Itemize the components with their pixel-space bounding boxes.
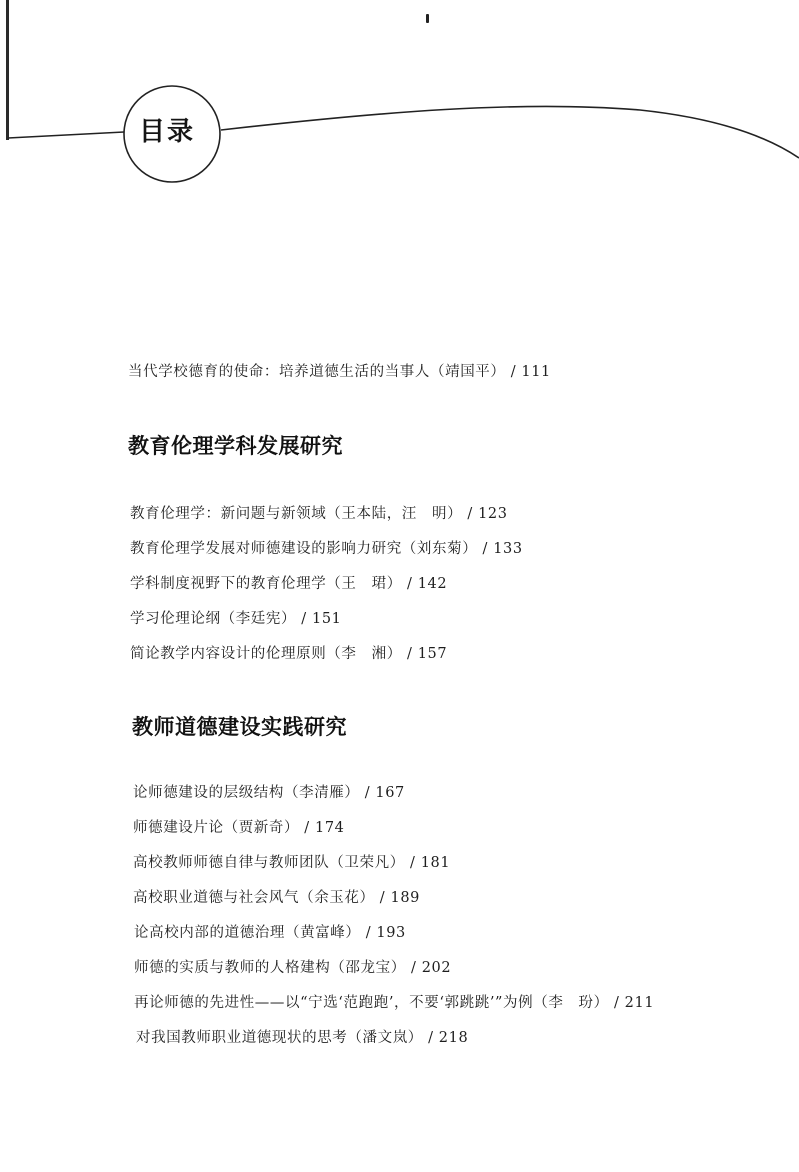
toc-entry: 师德的实质与教师的人格建构（邵龙宝） / 202 [134, 960, 452, 976]
toc-entry: 对我国教师职业道德现状的思考（潘文岚） / 218 [136, 1030, 469, 1046]
section-heading: 教师道德建设实践研究 [132, 715, 347, 739]
toc-entry: 论高校内部的道德治理（黄富峰） / 193 [134, 925, 406, 941]
toc-entry: 简论教学内容设计的伦理原则（李 湘） / 157 [130, 646, 448, 662]
page-title: 目录 [138, 117, 195, 147]
toc-entry: 学科制度视野下的教育伦理学（王 珺） / 142 [130, 576, 448, 592]
toc-entry: 高校职业道德与社会风气（余玉花） / 189 [133, 890, 420, 906]
toc-entry: 论师德建设的层级结构（李清雁） / 167 [133, 785, 405, 801]
toc-entry: 教育伦理学发展对师德建设的影响力研究（刘东菊） / 133 [130, 541, 523, 557]
toc-entry: 学习伦理论纲（李廷宪） / 151 [130, 611, 342, 627]
toc-entry: 高校教师师德自律与教师团队（卫荣凡） / 181 [133, 855, 451, 871]
toc-entry: 再论师德的先进性——以“宁选‘范跑跑’，不要‘郭跳跳’”为例（李 玢） / 211 [134, 995, 655, 1011]
header-decoration [0, 0, 799, 200]
toc-entry: 教育伦理学：新问题与新领域（王本陆，汪 明） / 123 [130, 506, 508, 522]
header-line-left [8, 132, 124, 138]
toc-entry: 当代学校德育的使命：培养道德生活的当事人（靖国平） / 111 [128, 364, 551, 380]
toc-entry: 师德建设片论（贾新奇） / 174 [133, 820, 345, 836]
header-line-right [221, 106, 799, 158]
section-heading: 教育伦理学科发展研究 [128, 434, 343, 458]
